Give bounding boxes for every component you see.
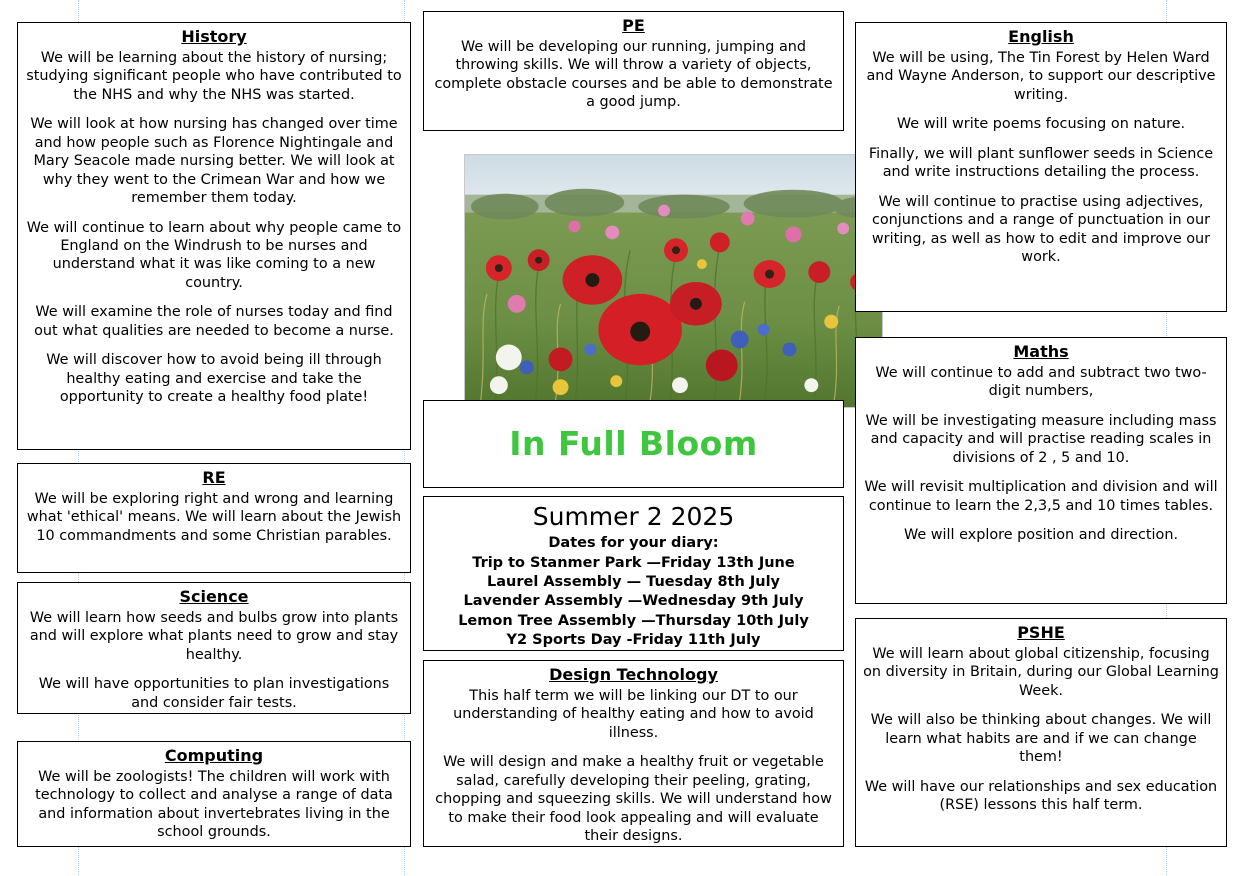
maths-heading: Maths — [1013, 342, 1069, 361]
maths-paragraph: We will explore position and direction. — [903, 527, 1179, 544]
history-paragraph: We will continue to learn about why people came to England on the Windrush to be nurses and understand what it was like coming to a new country. — [26, 219, 402, 291]
dates-card — [423, 496, 844, 651]
subject-card-maths — [855, 337, 1227, 604]
pshe-heading: PSHE — [1017, 623, 1065, 642]
english-paragraph: We will continue to practise using adjectives, conjunctions and a range of punctuation in our writing, as well as how to edit and improve our work. — [871, 193, 1211, 265]
pe-paragraph: We will be developing our running, jumping and throwing skills. We will throw a variety of objects, complete obstacle courses and be able to demonstrate a good jump. — [434, 39, 833, 111]
diary-dates-list — [431, 554, 836, 650]
english-paragraph: We will be using, The Tin Forest by Helen Ward and Wayne Anderson, to support our descriptive writing. — [866, 50, 1216, 103]
re-heading: RE — [202, 468, 226, 487]
pe-heading: PE — [622, 16, 645, 35]
history-paragraph: We will look at how nursing has changed over time and how people such as Florence Nightingale and Mary Seacole made nursing better. We will look at why they went to the Crimean War and how we remember them today. — [30, 116, 398, 207]
subject-card-design-technology — [423, 660, 844, 847]
science-paragraph: We will learn how seeds and bulbs grow into plants and will explore what plants need to grow and stay healthy. — [29, 610, 399, 663]
list-item: Lavender Assembly —Wednesday 9th July — [463, 593, 804, 610]
subject-card-pe — [423, 11, 844, 131]
subject-card-science — [17, 582, 411, 714]
term-heading: Summer 2 2025 — [532, 502, 735, 531]
topic-title: In Full Bloom — [509, 423, 758, 463]
subject-card-pshe — [855, 618, 1227, 847]
design-technology-heading: Design Technology — [549, 665, 718, 684]
subject-card-re — [17, 463, 411, 573]
english-heading: English — [1008, 27, 1074, 46]
subject-card-history — [17, 22, 411, 450]
subject-card-computing — [17, 741, 411, 847]
computing-paragraph: We will be zoologists! The children will work with technology to collect and analyse a range of data and information about invertebrates living in the school grounds. — [35, 769, 393, 841]
topic-title-card — [423, 400, 844, 488]
history-paragraph: We will discover how to avoid being ill through healthy eating and exercise and take the opportunity to create a healthy food plate! — [46, 352, 382, 405]
poppy-field-image — [464, 154, 883, 408]
subject-card-english — [855, 22, 1227, 312]
english-paragraph: Finally, we will plant sunflower seeds in Science and write instructions detailing the process. — [868, 145, 1214, 181]
list-item: Trip to Stanmer Park —Friday 13th June — [472, 554, 795, 571]
poppy-field-illustration — [465, 155, 882, 407]
history-paragraph: We will be learning about the history of nursing; studying significant people who have contributed to the NHS and why the NHS was started. — [26, 50, 402, 103]
english-paragraph: We will write poems focusing on nature. — [896, 116, 1186, 133]
history-heading: History — [181, 27, 247, 46]
maths-paragraph: We will revisit multiplication and division and will continue to learn the 2,3,5 and 10 times tables. — [864, 479, 1218, 514]
list-item: Y2 Sports Day -Friday 11th July — [506, 631, 761, 648]
list-item: Laurel Assembly — Tuesday 8th July — [486, 574, 780, 591]
re-paragraph: We will be exploring right and wrong and learning what 'ethical' means. We will learn about the Jewish 10 commandments and some Christian parables. — [26, 491, 402, 544]
computing-heading: Computing — [164, 746, 264, 765]
pshe-paragraph: We will have our relationships and sex education (RSE) lessons this half term. — [864, 778, 1218, 814]
design-technology-paragraph: This half term we will be linking our DT to our understanding of healthy eating and how to avoid illness. — [453, 688, 814, 741]
list-item: Lemon Tree Assembly —Thursday 10th July — [458, 612, 809, 629]
pshe-paragraph: We will also be thinking about changes. We will learn what habits are and if we can change them! — [870, 712, 1212, 766]
maths-paragraph: We will continue to add and subtract two two-digit numbers, — [875, 365, 1207, 400]
maths-paragraph: We will be investigating measure including mass and capacity and will practise reading scales in divisions of 2 , 5 and 10. — [865, 412, 1217, 466]
history-paragraph: We will examine the role of nurses today and find out what qualities are needed to become a nurse. — [34, 304, 394, 339]
design-technology-paragraph: We will design and make a healthy fruit or vegetable salad, carefully developing their peeling, grating, chopping and squeezing skills. We will understand how to make their food look appealing and will evaluate their designs. — [435, 754, 832, 845]
science-paragraph: We will have opportunities to plan investigations and consider fair tests. — [38, 676, 390, 711]
science-heading: Science — [179, 587, 249, 606]
pshe-paragraph: We will learn about global citizenship, focusing on diversity in Britain, during our Global Learning Week. — [863, 646, 1219, 699]
diary-heading: Dates for your diary: — [548, 534, 719, 551]
